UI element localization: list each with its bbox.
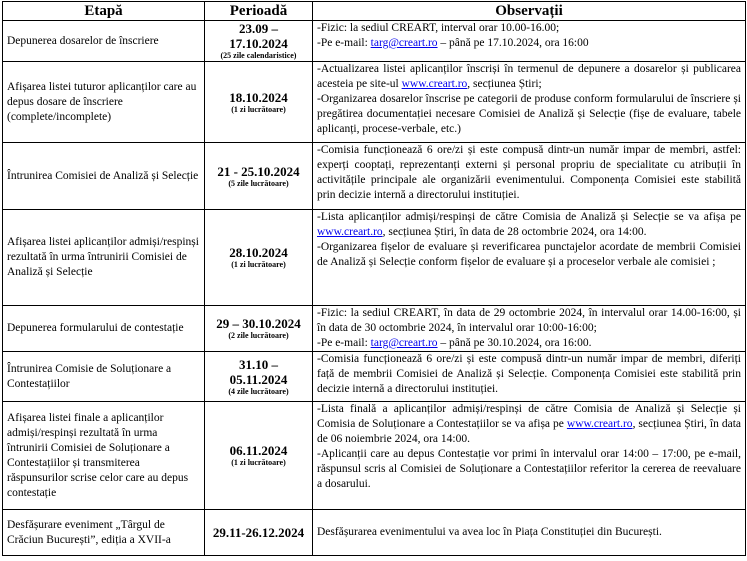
stage-cell: Întrunirea Comisie de Soluționare a Contestațiilor (3, 352, 205, 402)
period-duration: (1 zi lucrătoare) (231, 104, 286, 114)
observation-paragraph (317, 62, 741, 92)
period-dates: 18.10.2024 (229, 89, 288, 105)
observation-text: -Pe e-mail: (317, 37, 371, 49)
stage-cell: Afișarea listei tuturor aplicanților care au depus dosare de înscriere (complete/incomplete) (3, 62, 205, 143)
period-cell (205, 21, 313, 62)
period-duration: (5 zile lucrătoare) (228, 178, 289, 188)
period-dates: 28.10.2024 (229, 245, 288, 260)
observation-text: -Actualizarea listei aplicanților înscriși în termenul de depunere a dosarelor și publicarea acesteia pe site-ul (317, 63, 741, 90)
observation-paragraph (317, 525, 741, 540)
period-dates: 23.09 – 17.10.2024 (229, 21, 288, 51)
period-duration: (1 zi lucrătoare) (231, 458, 286, 467)
stage-cell: Depunerea formularului de contestație (3, 306, 205, 352)
table-row (3, 510, 746, 556)
schedule-table (2, 1, 746, 556)
observation-text: -Comisia funcționează 6 ore/zi și este compusă dintr-un număr impar de membri, astfel: experți cooptați, reprezentanți externi și personal propriu de specialitate cu atribuții în activitățile principale ale organizării evenimentului. Componența Comisiei este stabilită prin decizie internă a directorului instituției. (317, 144, 741, 201)
table-row (3, 352, 746, 402)
observations-cell (313, 210, 746, 306)
observation-paragraph (317, 240, 741, 270)
observation-text: , secțiunea Știri; (467, 78, 542, 90)
observation-text: -Aplicanții care au depus Contestație vor primi în intervalul orar 14:00 – 17:00, pe e-mail, răspunsul scris al Comisiei de Soluționare a Contestațiilor referitor la cererea de reevaluare a dosarului. (317, 448, 741, 490)
observations-cell (313, 62, 746, 143)
observation-text: -Lista aplicanților admiși/respinși de către Comisia de Analiză și Selecție se va afișa pe (317, 211, 741, 223)
period-dates: 31.10 – 05.11.2024 (229, 356, 288, 387)
period-dates: 06.11.2024 (229, 443, 288, 458)
table-row (3, 210, 746, 306)
table-row (3, 143, 746, 210)
period-duration: (4 zile lucrătoare) (228, 386, 289, 396)
website-link[interactable]: www.creart.ro (401, 78, 468, 90)
stage-cell: Desfășurare eveniment „Târgul de Crăciun București”, ediția a XVII-a (3, 510, 205, 556)
observation-text: -Fizic: la sediul CREART, în data de 29 octombrie 2024, în intervalul orar 14.00-16:00, și în data de 30 octombrie 2024, în intervalul orar 10:00-16:00; (317, 307, 741, 334)
observations-cell (313, 143, 746, 210)
observations-cell (313, 510, 746, 556)
email-link[interactable]: targ@creart.ro (370, 337, 438, 349)
period-cell (205, 402, 313, 510)
observation-paragraph (317, 36, 741, 51)
period-cell (205, 62, 313, 143)
period-cell (205, 306, 313, 352)
observation-paragraph (317, 21, 741, 36)
header-observations: Observații (313, 2, 746, 21)
observation-paragraph (317, 92, 741, 137)
observations-cell (313, 402, 746, 510)
period-duration: (1 zi lucrătoare) (231, 260, 286, 269)
observation-text: -Lista finală a aplicanților admiși/respinși de către Comisia de Analiză și Selecție și Comisia de Soluționare a Contestațiilor se va afișa pe (317, 403, 741, 430)
observation-paragraph (317, 352, 741, 397)
period-dates: 21 - 25.10.2024 (217, 163, 300, 179)
period-cell (205, 510, 313, 556)
period-cell (205, 210, 313, 306)
table-row (3, 62, 746, 143)
header-row (3, 2, 746, 21)
observation-paragraph (317, 402, 741, 447)
observation-paragraph (317, 447, 741, 492)
observation-text: -Pe e-mail: (317, 337, 371, 349)
observations-cell (313, 306, 746, 352)
period-duration: (2 zile lucrătoare) (228, 331, 289, 340)
period-dates: 29.11-26.12.2024 (212, 525, 305, 540)
observation-paragraph (317, 336, 741, 351)
observation-paragraph (317, 143, 741, 203)
observation-text: , secțiunea Știri, în data de 06 noiembrie 2024, ora 14:00. (317, 418, 741, 445)
header-period: Perioadă (205, 2, 313, 21)
observation-text: , secțiunea Știri, în data de 28 octombrie 2024, ora 14:00. (382, 226, 647, 238)
website-link[interactable]: www.creart.ro (566, 418, 633, 430)
period-cell (205, 352, 313, 402)
table-row (3, 306, 746, 352)
observation-text: -Organizarea fișelor de evaluare și reverificarea punctajelor acordate de membrii Comisiei de Analiză și Selecție conform fișelor de evaluare și a proceselor verbale ale comisiei ; (317, 241, 741, 268)
stage-cell: Afișarea listei aplicanților admiși/respinși rezultată în urma întrunirii Comisiei de Analiză și Selecție (3, 210, 205, 306)
observation-text: -Fizic: la sediul CREART, interval orar 10.00-16.00; (317, 22, 560, 34)
period-dates: 29 – 30.10.2024 (216, 316, 301, 331)
table-row (3, 402, 746, 510)
header-stage: Etapă (3, 2, 205, 21)
period-cell (205, 143, 313, 210)
observation-text: -Comisia funcționează 6 ore/zi și este compusă dintr-un număr impar de membri, diferiți față de membrii Comisiei de Analiză și Selecție. Componența Comisiei este stabilită prin decizie internă a directorului instituției. (317, 353, 741, 395)
period-duration: (25 zile calendaristice) (220, 51, 297, 60)
email-link[interactable]: targ@creart.ro (370, 37, 438, 49)
observations-cell (313, 352, 746, 402)
observation-text: – până pe 17.10.2024, ora 16:00 (437, 37, 589, 49)
stage-cell: Întrunirea Comisiei de Analiză și Selecție (3, 143, 205, 210)
stage-cell: Afișarea listei finale a aplicanților admiși/respinși rezultată în urma întrunirii Comisiei de Soluționare a Contestațiilor și transmiterea răspunsurilor scrise celor care au depus contestație (3, 402, 205, 510)
observation-paragraph (317, 210, 741, 240)
table-row (3, 21, 746, 62)
observation-text: – până pe 30.10.2024, ora 16:00. (437, 337, 592, 349)
stage-cell: Depunerea dosarelor de înscriere (3, 21, 205, 62)
observation-paragraph (317, 306, 741, 336)
observation-text: Desfășurarea evenimentului va avea loc în Piața Constituției din București. (317, 526, 662, 538)
observation-text: -Organizarea dosarelor înscrise pe categorii de produse conform formularului de înscriere și pregătirea documentației necesare Comisiei de Analiză și Selecție (fișe de evaluare, tabele aplicanți, procese-verbale, etc.) (317, 93, 741, 135)
observations-cell (313, 21, 746, 62)
website-link[interactable]: www.creart.ro (317, 226, 383, 238)
